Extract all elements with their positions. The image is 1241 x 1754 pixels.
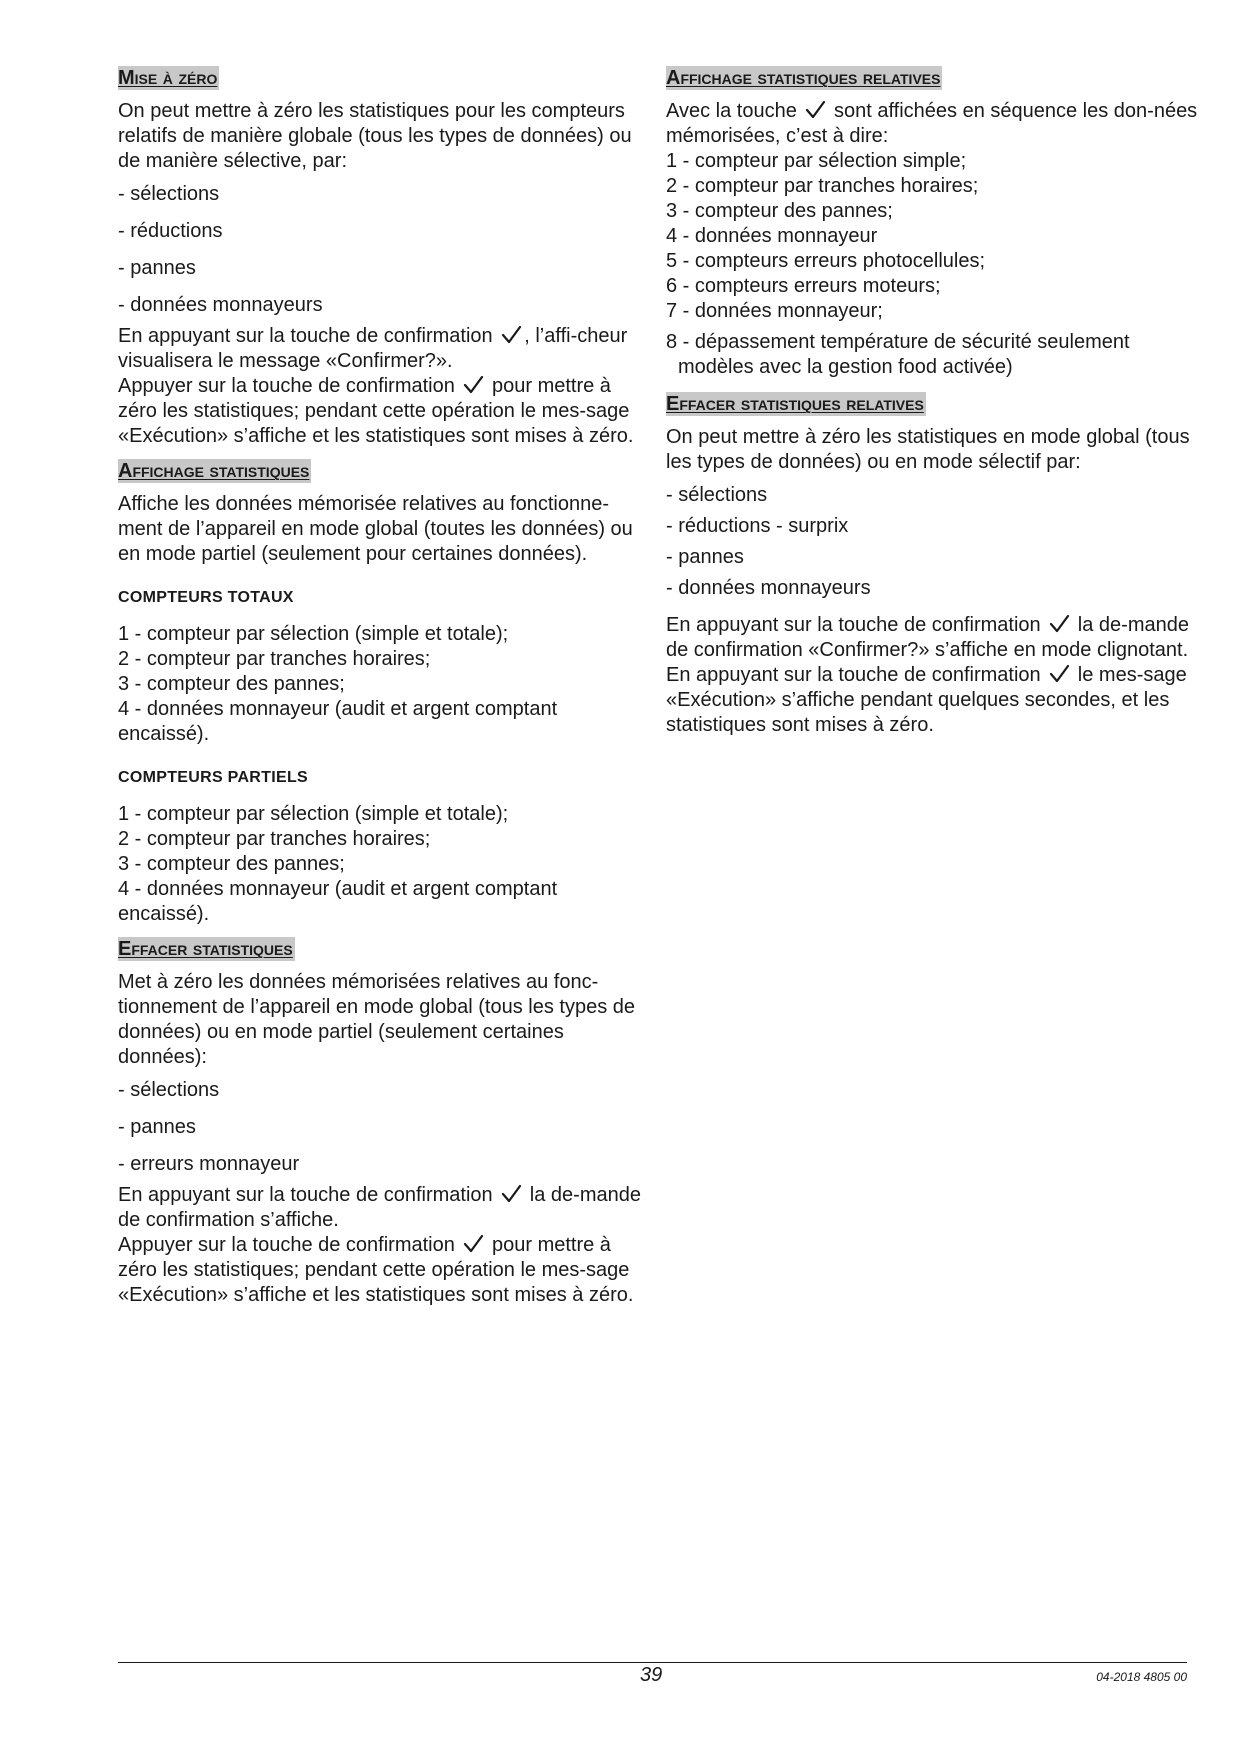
section-heading: Effacer statistiques bbox=[118, 938, 293, 960]
subheading-compteurs-totaux: COMPTEURS TOTAUX bbox=[118, 589, 294, 606]
section-heading: Affichage statistiques bbox=[118, 460, 310, 482]
list-item: - données monnayeurs bbox=[118, 294, 323, 316]
text: , l’affi-cheur visualisera le message «Confirmer?». bbox=[118, 325, 628, 372]
section-affichage-statistiques-relatives bbox=[666, 66, 1206, 380]
section-mise-a-zero bbox=[118, 66, 648, 449]
text: Appuyer sur la touche de confirmation bbox=[118, 375, 455, 397]
list-item: 3 - compteur des pannes; bbox=[118, 673, 345, 695]
section-intro bbox=[666, 99, 1206, 149]
list-item: 4 - données monnayeur bbox=[666, 225, 878, 247]
text: Avec la touche bbox=[666, 100, 797, 122]
list-item: 3 - compteur des pannes; bbox=[118, 853, 345, 875]
section-intro: Affiche les données mémorisée relatives au fonctionne-ment de l’appareil en mode global (toutes les données) ou en mode partiel (seulement pour certaines données). bbox=[118, 493, 633, 565]
paragraph bbox=[118, 1233, 648, 1308]
list-item: - réductions bbox=[118, 220, 223, 242]
section-heading: Affichage statistiques relatives bbox=[666, 67, 941, 89]
text: En appuyant sur la touche de confirmation bbox=[118, 1184, 493, 1206]
check-icon bbox=[462, 374, 484, 396]
list-item: 2 - compteur par tranches horaires; bbox=[666, 175, 979, 197]
list-item: 7 - données monnayeur; bbox=[666, 300, 883, 322]
text: le mes-sage «Exécution» s’affiche pendant quelques secondes, et les statistiques sont mises à zéro. bbox=[666, 664, 1187, 736]
footer-divider bbox=[118, 1662, 1187, 1663]
section-intro: Met à zéro les données mémorisées relatives au fonc-tionnement de l’appareil en mode global (tous les types de données) ou en mode partiel (seulement certaines données): bbox=[118, 971, 635, 1068]
left-column bbox=[118, 66, 648, 1318]
list-item: 2 - compteur par tranches horaires; bbox=[118, 828, 431, 850]
section-intro: On peut mettre à zéro les statistiques en mode global (tous les types de données) ou en mode sélectif par: bbox=[666, 426, 1190, 473]
list-item: 1 - compteur par sélection (simple et totale); bbox=[118, 803, 509, 825]
check-icon bbox=[500, 1183, 522, 1205]
list-item: 1 - compteur par sélection simple; bbox=[666, 150, 967, 172]
list-item: 4 - données monnayeur (audit et argent comptant encaissé). bbox=[118, 878, 558, 925]
section-intro: On peut mettre à zéro les statistiques pour les compteurs relatifs de manière globale (tous les types de données) ou de manière sélective, par: bbox=[118, 100, 632, 172]
text: sont affichées en séquence les don-nées mémorisées, c’est à dire: bbox=[666, 100, 1198, 147]
right-column bbox=[666, 66, 1206, 748]
list-item: - pannes bbox=[666, 546, 744, 568]
list-item: - sélections bbox=[666, 484, 768, 506]
list-item: - erreurs monnayeur bbox=[118, 1153, 300, 1175]
paragraph bbox=[666, 663, 1206, 738]
list-item: - réductions - surprix bbox=[666, 515, 849, 537]
page-number: 39 bbox=[640, 1664, 663, 1686]
list-item: 2 - compteur par tranches horaires; bbox=[118, 648, 431, 670]
section-effacer-statistiques bbox=[118, 937, 648, 1308]
text: En appuyant sur la touche de confirmation bbox=[666, 664, 1041, 686]
list-item: 3 - compteur des pannes; bbox=[666, 200, 893, 222]
list-item: - sélections bbox=[118, 1079, 220, 1101]
text: la de-mande de confirmation «Confirmer?» s’affiche en mode clignotant. bbox=[666, 614, 1189, 661]
paragraph bbox=[118, 324, 648, 374]
check-icon bbox=[500, 324, 522, 346]
check-icon bbox=[1048, 613, 1070, 635]
text: En appuyant sur la touche de confirmation bbox=[666, 614, 1041, 636]
list-item: 5 - compteurs erreurs photocellules; bbox=[666, 250, 986, 272]
document-reference: 04-2018 4805 00 bbox=[1096, 1670, 1187, 1684]
list-item: - pannes bbox=[118, 257, 196, 279]
subheading-compteurs-partiels: COMPTEURS PARTIELS bbox=[118, 769, 309, 786]
text: pour mettre à zéro les statistiques; pendant cette opération le mes-sage «Exécution» s’affiche et les statistiques sont mises à zéro. bbox=[118, 1234, 634, 1306]
section-heading: Mise à zéro bbox=[118, 67, 218, 89]
check-icon bbox=[1048, 663, 1070, 685]
text: Appuyer sur la touche de confirmation bbox=[118, 1234, 455, 1256]
text: En appuyant sur la touche de confirmation bbox=[118, 325, 493, 347]
list-item: 4 - données monnayeur (audit et argent comptant encaissé). bbox=[118, 698, 558, 745]
list-item: - sélections bbox=[118, 183, 220, 205]
list-item: - pannes bbox=[118, 1116, 196, 1138]
paragraph bbox=[118, 374, 648, 449]
paragraph bbox=[666, 613, 1206, 663]
list-item: 8 - dépassement température de sécurité seulement modèles avec la gestion food activée) bbox=[666, 331, 1130, 378]
section-heading: Effacer statistiques relatives bbox=[666, 393, 924, 415]
section-effacer-statistiques-relatives bbox=[666, 392, 1206, 738]
check-icon bbox=[804, 99, 826, 121]
list-item: 1 - compteur par sélection (simple et totale); bbox=[118, 623, 509, 645]
check-icon bbox=[462, 1233, 484, 1255]
list-item: - données monnayeurs bbox=[666, 577, 871, 599]
list-item: 6 - compteurs erreurs moteurs; bbox=[666, 275, 941, 297]
text: la de-mande de confirmation s’affiche. bbox=[118, 1184, 641, 1231]
section-affichage-statistiques bbox=[118, 459, 648, 927]
paragraph bbox=[118, 1183, 648, 1233]
text: pour mettre à zéro les statistiques; pendant cette opération le mes-sage «Exécution» s’affiche et les statistiques sont mises à zéro. bbox=[118, 375, 634, 447]
